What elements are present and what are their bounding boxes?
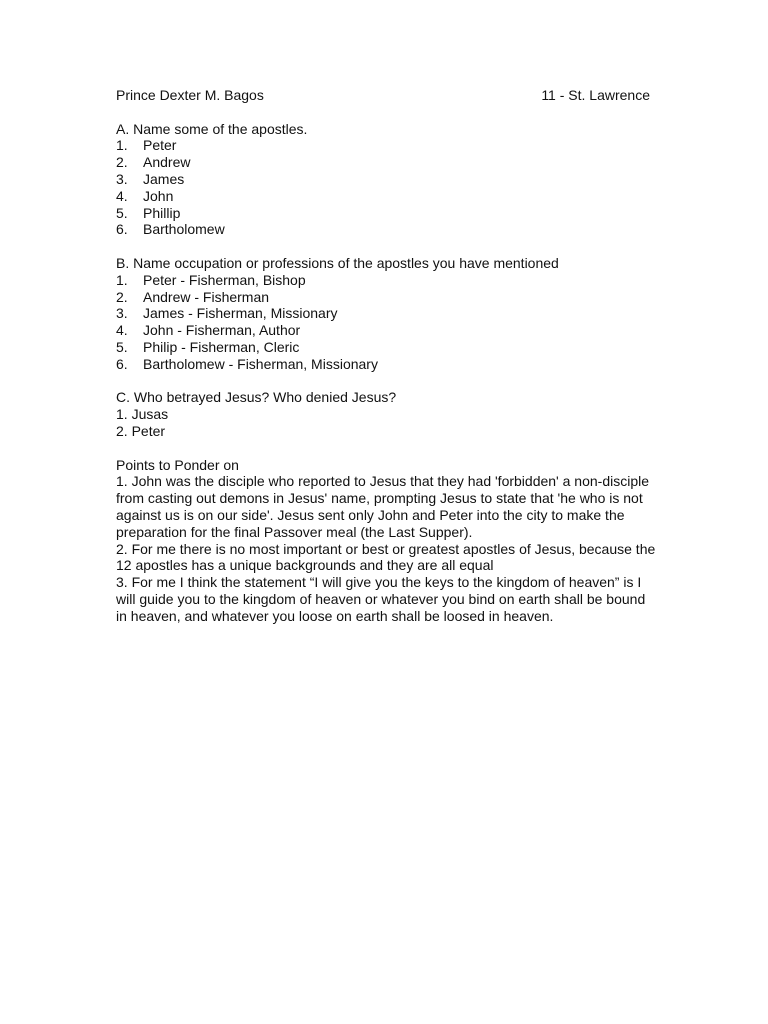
list-number: 2. <box>116 288 128 305</box>
part-b-heading: B. Name occupation or professions of the apostles you have mentioned <box>116 254 559 271</box>
document-page <box>116 87 656 625</box>
part-b <box>116 255 656 373</box>
list-number: 3. <box>116 305 128 322</box>
list-item <box>116 221 656 238</box>
list-text: Bartholomew - Fisherman, Missionary <box>143 355 378 372</box>
student-section: 11 - St. Lawrence <box>541 87 650 103</box>
spacer <box>116 373 656 390</box>
list-item <box>116 305 656 322</box>
list-item <box>116 289 656 306</box>
list-item <box>116 171 656 188</box>
list-text: John - Fisherman, Author <box>143 322 301 339</box>
spacer <box>116 440 656 457</box>
answer-line: 1. Jusas <box>116 406 169 423</box>
part-c-heading: C. Who betrayed Jesus? Who denied Jesus? <box>116 389 397 406</box>
spacer <box>116 238 656 255</box>
student-name: Prince Dexter M. Bagos <box>116 87 264 103</box>
ponder-point: 2. For me there is no most important or best or greatest apostles of Jesus, because the 12 apostles has a unique backgrounds and they are all equal <box>116 540 656 574</box>
points-to-ponder <box>116 457 656 625</box>
list-item <box>116 154 656 171</box>
part-a-heading: A. Name some of the apostles. <box>116 120 308 137</box>
list-item <box>116 322 656 339</box>
part-a <box>116 121 656 239</box>
list-number: 4. <box>116 187 128 204</box>
list-number: 5. <box>116 338 128 355</box>
ponder-heading: Points to Ponder on <box>116 456 239 473</box>
ponder-points <box>116 473 656 624</box>
list-text: Peter - Fisherman, Bishop <box>143 271 306 288</box>
list-text: Andrew - Fisherman <box>143 288 270 305</box>
list-number: 6. <box>116 221 128 238</box>
list-item <box>116 272 656 289</box>
answer-line: 2. Peter <box>116 422 166 439</box>
list-number: 4. <box>116 322 128 339</box>
list-item <box>116 137 656 154</box>
list-text: Andrew <box>143 154 191 171</box>
ponder-point: 1. John was the disciple who reported to Jesus that they had 'forbidden' a non-disciple from casting out demons in Jesus' name, prompting Jesus to state that 'he who is not against us is on our side'. Jesus sent only John and Peter into the city to make the preparation for the final Passover meal (the Last Supper). <box>116 473 650 540</box>
list-text: James - Fisherman, Missionary <box>143 305 338 322</box>
list-item <box>116 188 656 205</box>
list-number: 3. <box>116 170 128 187</box>
spacer <box>116 104 656 121</box>
list-number: 1. <box>116 271 128 288</box>
list-text: Bartholomew <box>143 221 225 238</box>
list-number: 2. <box>116 154 128 171</box>
list-number: 5. <box>116 204 128 221</box>
list-text: James <box>143 170 185 187</box>
list-text: Peter <box>143 137 177 154</box>
ponder-point: 3. For me I think the statement “I will give you the keys to the kingdom of heaven” is I will guide you to the kingdom of heaven or whatever you bind on earth shall be bound in heaven, and whatever you loose on earth shall be loosed in heaven. <box>116 574 646 624</box>
list-number: 1. <box>116 137 128 154</box>
list-item <box>116 356 656 373</box>
list-text: John <box>143 187 174 204</box>
list-text: Phillip <box>143 204 181 221</box>
list-number: 6. <box>116 355 128 372</box>
list-text: Philip - Fisherman, Cleric <box>143 338 300 355</box>
document-header <box>116 87 650 104</box>
part-c <box>116 389 656 439</box>
list-item <box>116 205 656 222</box>
list-item <box>116 339 656 356</box>
